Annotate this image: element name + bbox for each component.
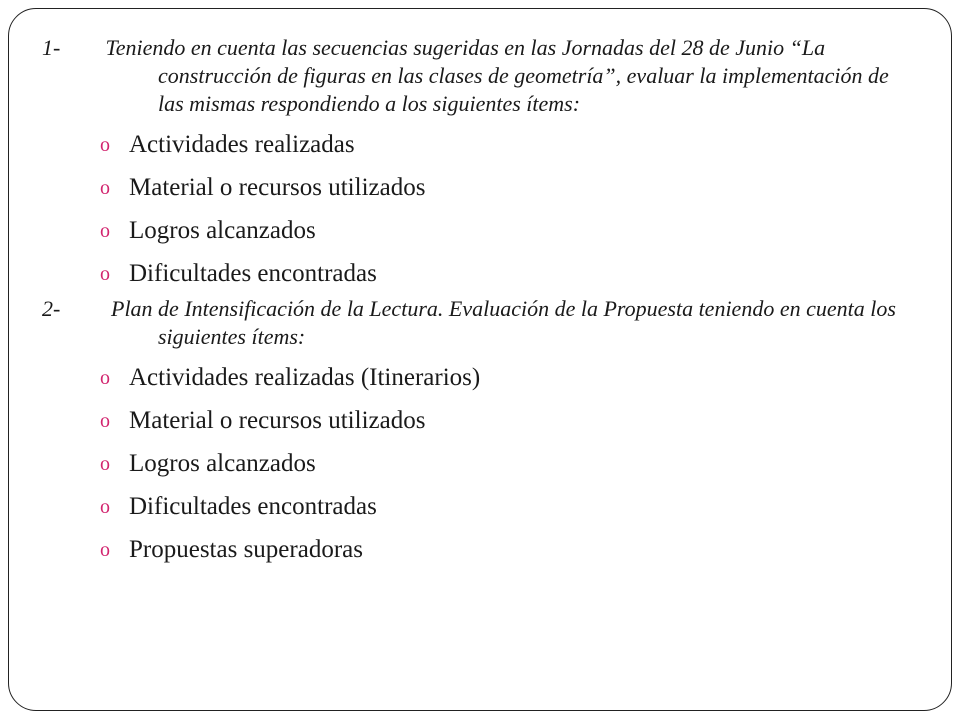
list-item (100, 485, 900, 528)
section-2-heading-text: Plan de Intensificación de la Lectura. Evaluación de la Propuesta teniendo en cuenta los siguientes ítems: (111, 296, 896, 349)
list-item-label: Propuestas superadoras (129, 536, 363, 563)
list-item (100, 442, 900, 485)
list-item-label: Material o recursos utilizados (129, 174, 426, 201)
list-item (100, 209, 900, 252)
slide-content (100, 34, 900, 571)
list-item-label: Actividades realizadas (Itinerarios) (129, 364, 481, 391)
bullet-icon: o (100, 220, 110, 242)
list-item-label: Material o recursos utilizados (129, 407, 426, 434)
list-item (100, 123, 900, 166)
list-item-label: Dificultades encontradas (129, 493, 377, 520)
section-1 (100, 34, 900, 295)
section-1-list (100, 123, 900, 295)
section-1-heading (100, 34, 900, 118)
list-item-label: Logros alcanzados (129, 217, 316, 244)
bullet-icon: o (100, 496, 110, 518)
list-item-label: Logros alcanzados (129, 450, 316, 477)
list-item (100, 528, 900, 571)
bullet-icon: o (100, 263, 110, 285)
bullet-icon: o (100, 539, 110, 561)
bullet-icon: o (100, 367, 110, 389)
section-2-list (100, 356, 900, 571)
list-item (100, 252, 900, 295)
section-2-heading (100, 295, 900, 351)
list-item-label: Actividades realizadas (129, 131, 355, 158)
section-2 (100, 295, 900, 571)
list-item (100, 356, 900, 399)
list-item (100, 399, 900, 442)
bullet-icon: o (100, 177, 110, 199)
list-item (100, 166, 900, 209)
list-item-label: Dificultades encontradas (129, 260, 377, 287)
section-1-heading-text: Teniendo en cuenta las secuencias sugeridas en las Jornadas del 28 de Junio “La construcción de figuras en las clases de geometría”, evaluar la implementación de las mismas respondiendo a los siguientes ítems: (105, 35, 889, 116)
bullet-icon: o (100, 134, 110, 156)
bullet-icon: o (100, 410, 110, 432)
bullet-icon: o (100, 453, 110, 475)
